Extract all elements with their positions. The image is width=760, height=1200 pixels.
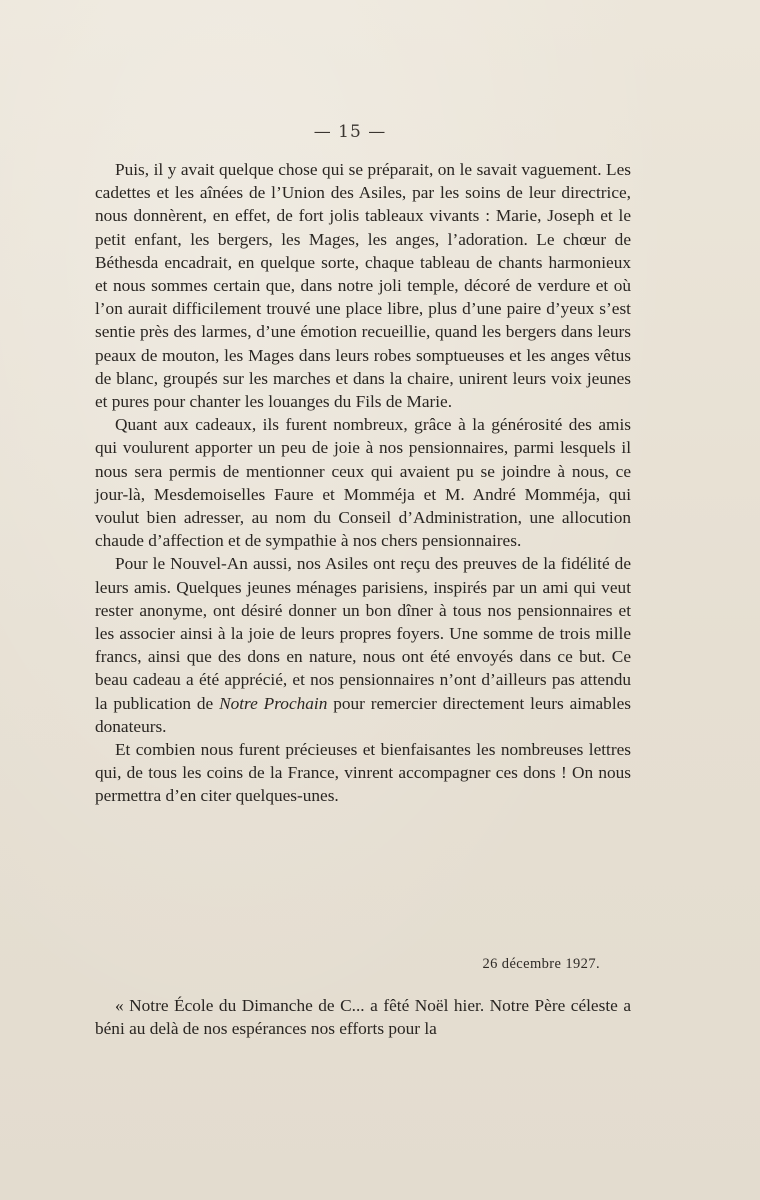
letter-opening: « Notre École du Dimanche de C... a fêté Noël hier. Notre Père céleste a béni au delà de nos espérances nos efforts pour la <box>95 996 631 1039</box>
paragraph-new-year-text: Pour le Nouvel-An aussi, nos Asiles ont reçu des preuves de la fidélité de leurs amis. Quelques jeunes ménages parisiens, inspirés par un ami qui veut rester anonyme, ont désiré donner un bon dîner à tous nos pensionnaires et les associer ainsi à la joie de leurs propres foyers. Une somme de trois mille francs, ainsi que des dons en nature, nous ont été envoyés dans ce but. Ce beau cadeau a été apprécié, et nos pensionnaires n’ont d’ailleurs pas attendu la publication de <box>95 554 631 713</box>
paragraph-new-year-tail: pour remercier directement leurs aimables donateurs. <box>95 693 632 736</box>
paragraph-letters: Et combien nous furent précieuses et bienfaisantes les nombreuses lettres qui, de tous les coins de la France, vinrent accompagner ces dons ! On nous permettra d’en citer quelques-unes. <box>95 740 631 806</box>
letter-date: 26 décembre 1927. <box>482 956 600 972</box>
page-number: — 15 — <box>313 122 387 142</box>
paragraph-gifts: Quant aux cadeaux, ils furent nombreux, grâce à la générosité des amis qui voulurent apporter un peu de joie à nos pensionnaires, parmi lesquels il nous sera permis de mentionner ceux qui avaient pu se joindre à nous, ce jour-là, Mesdemoiselles Faure et Momméja et M. André Momméja, qui voulut bien adresser, au nom du Conseil d’Administration, une allocution chaude d’affection et de sympathie à nos chers pensionnaires. <box>95 415 631 551</box>
body-text <box>95 158 631 808</box>
quoted-letter <box>95 994 631 1040</box>
publication-title: Notre Prochain <box>219 693 328 713</box>
paragraph-christmas-tableaux: Puis, il y avait quelque chose qui se préparait, on le savait vaguement. Les cadettes et les aînées de l’Union des Asiles, par les soins de leur directrice, nous donnèrent, en effet, de fort jolis tableaux vivants : Marie, Joseph et le petit enfant, les bergers, les Mages, les anges, l’adoration. Le chœur de Béthesda encadrait, en quelque sorte, chaque tableau de chants harmonieux et nous sommes certain que, dans notre joli temple, décoré de verdure et où l’on aurait difficilement trouvé une place libre, plus d’une paire d’yeux s’est sentie près des larmes, d’une émotion recueillie, quand les bergers dans leurs peaux de mouton, les Mages dans leurs robes somptueuses et les anges vêtus de blanc, groupés sur les marches et dans la chaire, unirent leurs voix jeunes et pures pour chanter les louanges du Fils de Marie. <box>95 160 631 412</box>
paragraph-new-year <box>95 552 631 738</box>
